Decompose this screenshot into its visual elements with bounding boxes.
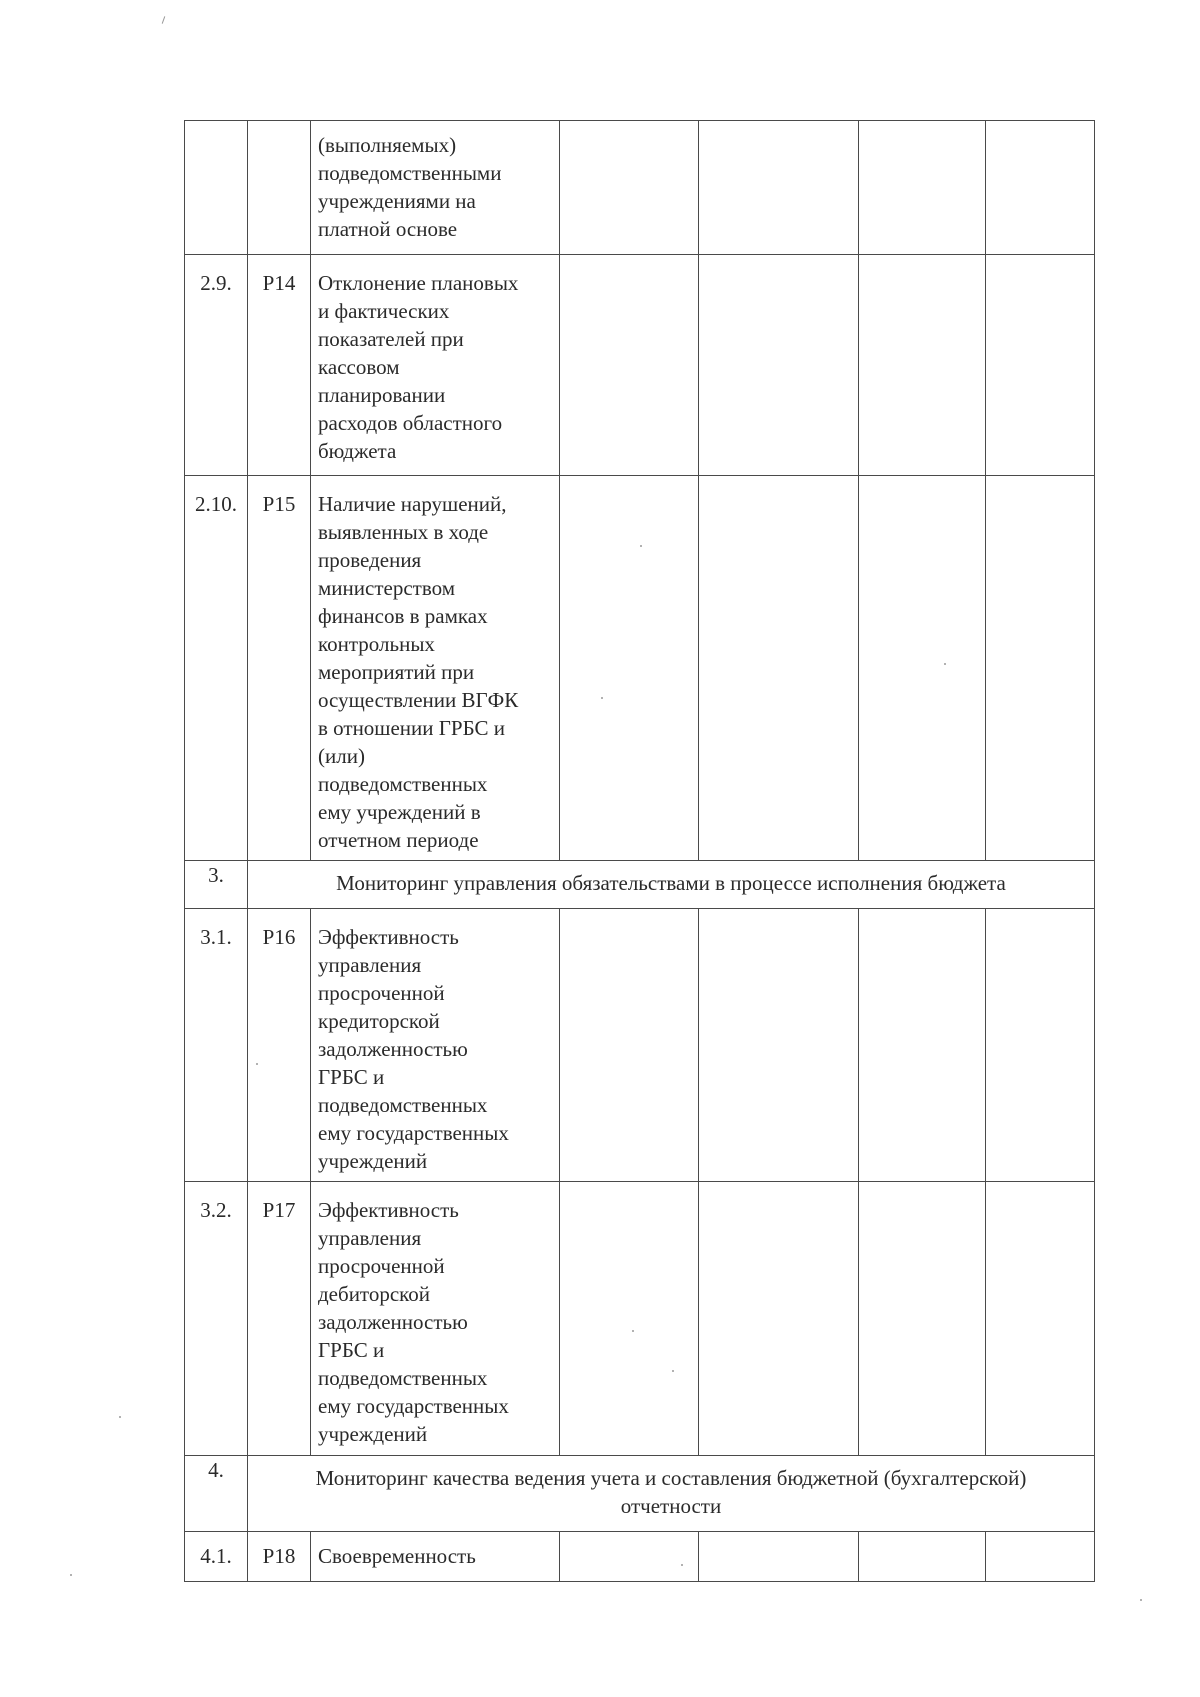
indicator-name-line: платной основе bbox=[318, 217, 458, 241]
indicator-name-line: управления bbox=[318, 953, 422, 977]
scan-speck bbox=[601, 697, 603, 699]
indicator-name-line: управления bbox=[318, 1226, 422, 1250]
empty-cell bbox=[859, 476, 986, 861]
indicator-name-line: и фактических bbox=[318, 299, 450, 323]
table-row bbox=[185, 121, 1095, 255]
scan-speck bbox=[681, 1564, 683, 1566]
indicator-name-line: подведомственных bbox=[318, 1093, 488, 1117]
table-row bbox=[185, 255, 1095, 476]
empty-cell bbox=[699, 255, 859, 476]
empty-cell bbox=[699, 1182, 859, 1456]
scan-speck bbox=[162, 16, 166, 24]
indicator-name-line: учреждений bbox=[318, 1422, 428, 1446]
indicator-name-line: Эффективность bbox=[318, 1198, 459, 1222]
empty-cell bbox=[560, 1532, 699, 1582]
empty-cell bbox=[560, 121, 699, 255]
empty-cell bbox=[560, 476, 699, 861]
scan-speck bbox=[944, 663, 946, 665]
row-code-cell: Р14 bbox=[248, 255, 311, 476]
indicator-name-line: дебиторской bbox=[318, 1282, 431, 1306]
indicator-name-line: в отношении ГРБС и bbox=[318, 716, 505, 740]
indicator-name-cell bbox=[311, 1532, 560, 1582]
empty-cell bbox=[986, 121, 1095, 255]
indicator-name-line: ГРБС и bbox=[318, 1065, 385, 1089]
indicator-name-line: (выполняемых) bbox=[318, 133, 457, 157]
indicator-name-line: расходов областного bbox=[318, 411, 503, 435]
empty-cell bbox=[859, 1182, 986, 1456]
indicator-name-cell bbox=[311, 909, 560, 1182]
row-code-cell: Р16 bbox=[248, 909, 311, 1182]
indicators-table bbox=[184, 120, 1095, 1582]
empty-cell bbox=[699, 1532, 859, 1582]
section-title-cell: Мониторинг управления обязательствами в процессе исполнения бюджета bbox=[248, 861, 1095, 909]
scan-speck bbox=[632, 1330, 634, 1332]
indicator-name-line: показателей при bbox=[318, 327, 464, 351]
empty-cell bbox=[986, 255, 1095, 476]
table-row bbox=[185, 909, 1095, 1182]
indicator-name-line: ГРБС и bbox=[318, 1338, 385, 1362]
table-row bbox=[185, 1532, 1095, 1582]
row-number-cell: 3.1. bbox=[185, 909, 248, 1182]
section-number-cell: 4. bbox=[185, 1456, 248, 1532]
table-row bbox=[185, 1182, 1095, 1456]
indicator-name-line: кредиторской bbox=[318, 1009, 440, 1033]
row-number-cell: 3.2. bbox=[185, 1182, 248, 1456]
indicator-name-line: Наличие нарушений, bbox=[318, 492, 507, 516]
section-row bbox=[185, 861, 1095, 909]
empty-cell bbox=[859, 121, 986, 255]
indicator-name-line: (или) bbox=[318, 744, 365, 768]
indicator-name-line: финансов в рамках bbox=[318, 604, 488, 628]
table-row bbox=[185, 476, 1095, 861]
indicator-name-line: выявленных в ходе bbox=[318, 520, 489, 544]
empty-cell bbox=[859, 1532, 986, 1582]
scan-speck bbox=[256, 1063, 258, 1065]
empty-cell bbox=[699, 909, 859, 1182]
indicator-name-line: задолженностью bbox=[318, 1037, 468, 1061]
section-title-line: Мониторинг качества ведения учета и составления бюджетной (бухгалтерской) bbox=[315, 1466, 1027, 1490]
row-code-cell: Р18 bbox=[248, 1532, 311, 1582]
indicator-name-line: Своевременность bbox=[318, 1544, 476, 1568]
scan-speck bbox=[119, 1416, 121, 1418]
row-code-cell: Р15 bbox=[248, 476, 311, 861]
section-row bbox=[185, 1456, 1095, 1532]
indicator-name-line: подведомственных bbox=[318, 1366, 488, 1390]
empty-cell bbox=[560, 1182, 699, 1456]
scan-speck bbox=[640, 545, 642, 547]
row-number-cell: 2.10. bbox=[185, 476, 248, 861]
indicator-name-cell bbox=[311, 121, 560, 255]
indicator-name-cell bbox=[311, 476, 560, 861]
scan-speck bbox=[70, 1574, 72, 1576]
indicator-name-line: ему учреждений в bbox=[318, 800, 481, 824]
empty-cell bbox=[859, 909, 986, 1182]
empty-cell bbox=[699, 476, 859, 861]
row-code-cell bbox=[248, 121, 311, 255]
row-number-cell: 2.9. bbox=[185, 255, 248, 476]
indicator-name-line: учреждениями на bbox=[318, 189, 476, 213]
empty-cell bbox=[986, 476, 1095, 861]
scan-speck bbox=[1140, 1599, 1142, 1601]
empty-cell bbox=[986, 1182, 1095, 1456]
indicator-name-line: бюджета bbox=[318, 439, 397, 463]
indicator-name-line: Отклонение плановых bbox=[318, 271, 519, 295]
empty-cell bbox=[986, 1532, 1095, 1582]
indicator-name-line: ему государственных bbox=[318, 1121, 509, 1145]
empty-cell bbox=[859, 255, 986, 476]
indicator-name-line: мероприятий при bbox=[318, 660, 475, 684]
empty-cell bbox=[699, 121, 859, 255]
indicator-name-line: кассовом bbox=[318, 355, 400, 379]
indicator-name-cell bbox=[311, 1182, 560, 1456]
row-number-cell: 4.1. bbox=[185, 1532, 248, 1582]
section-number-cell: 3. bbox=[185, 861, 248, 909]
indicator-name-line: министерством bbox=[318, 576, 455, 600]
indicator-name-line: подведомственными bbox=[318, 161, 502, 185]
indicator-name-line: просроченной bbox=[318, 981, 445, 1005]
indicator-name-line: просроченной bbox=[318, 1254, 445, 1278]
indicator-name-line: осуществлении ВГФК bbox=[318, 688, 519, 712]
indicator-name-line: задолженностью bbox=[318, 1310, 468, 1334]
section-title-cell bbox=[248, 1456, 1095, 1532]
indicator-name-cell bbox=[311, 255, 560, 476]
row-code-cell: Р17 bbox=[248, 1182, 311, 1456]
indicator-name-line: планировании bbox=[318, 383, 446, 407]
indicator-name-line: подведомственных bbox=[318, 772, 488, 796]
scan-speck bbox=[672, 1370, 674, 1372]
empty-cell bbox=[560, 909, 699, 1182]
indicator-name-line: отчетном периоде bbox=[318, 828, 479, 852]
empty-cell bbox=[560, 255, 699, 476]
indicator-name-line: Эффективность bbox=[318, 925, 459, 949]
section-title-line: отчетности bbox=[620, 1494, 722, 1518]
indicator-name-line: ему государственных bbox=[318, 1394, 509, 1418]
indicator-name-line: контрольных bbox=[318, 632, 435, 656]
indicator-name-line: проведения bbox=[318, 548, 422, 572]
indicator-name-line: учреждений bbox=[318, 1149, 428, 1173]
empty-cell bbox=[986, 909, 1095, 1182]
row-number-cell bbox=[185, 121, 248, 255]
